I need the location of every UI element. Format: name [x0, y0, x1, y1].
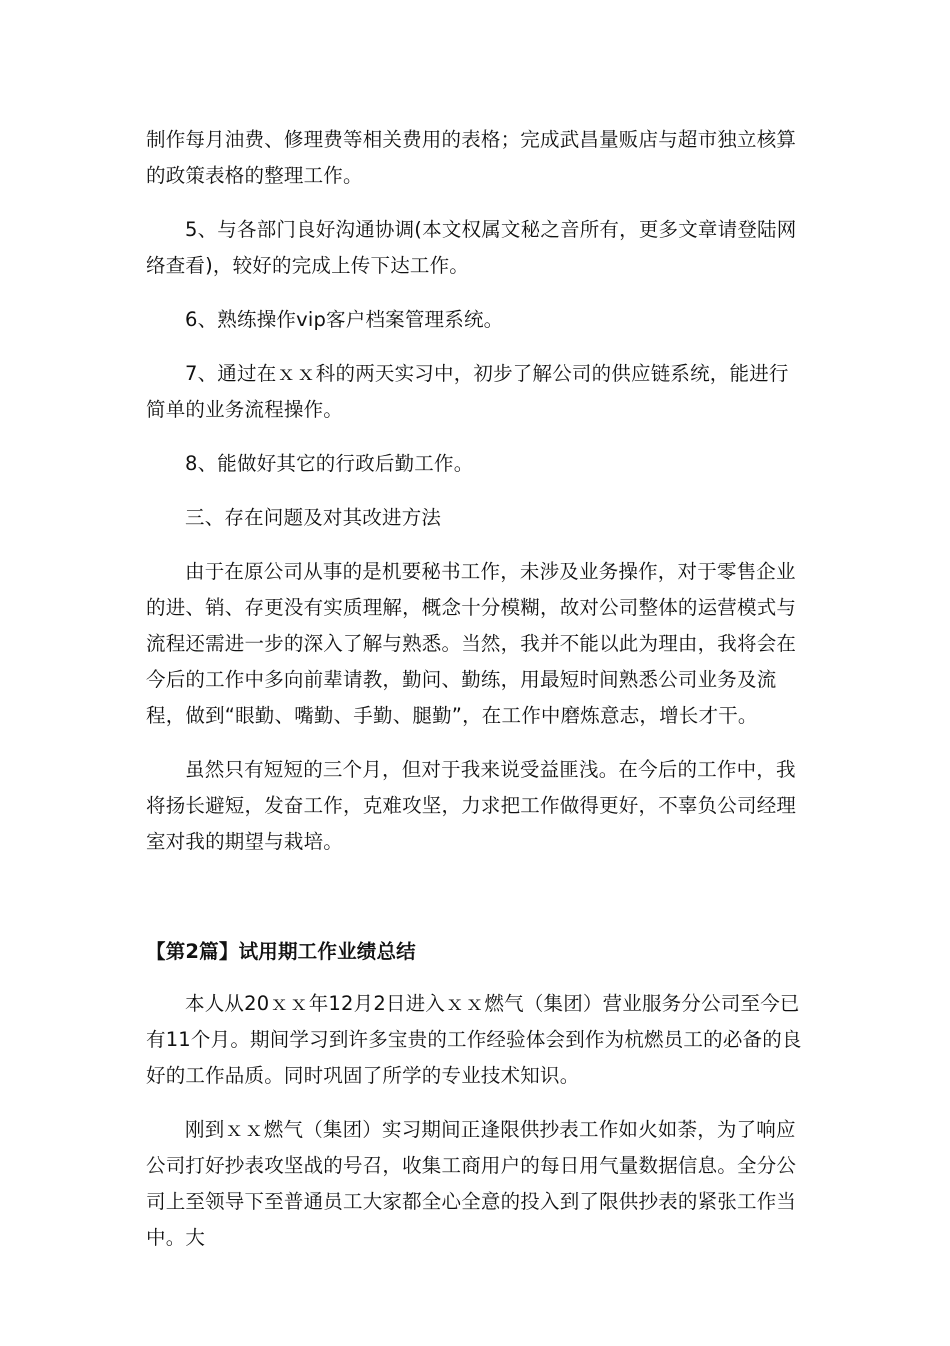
paragraph-conclusion: 虽然只有短短的三个月，但对于我来说受益匪浅。在今后的工作中，我将扬长避短，发奋工作，克难攻坚，力求把工作做得更好，不辜负公司经理室对我的期望与栽培。	[146, 758, 797, 853]
paragraph-item-7: 7、通过在ｘｘ科的两天实习中，初步了解公司的供应链系统，能进行简单的业务流程操作。	[146, 362, 789, 421]
paragraph-section2-intro: 本人从20ｘｘ年12月2日进入ｘｘ燃气（集团）营业服务分公司至今已有11个月。期间学习到许多宝贵的工作经验体会到作为杭燃员工的必备的良好的工作品质。同时巩固了所学的专业技术知识。	[146, 992, 802, 1087]
paragraph-section-three-heading: 三、存在问题及对其改进方法	[185, 506, 442, 529]
paragraph-item-6: 6、熟练操作vip客户档案管理系统。	[185, 308, 504, 331]
paragraph-section2-meter-reading: 刚到ｘｘ燃气（集团）实习期间正逢限供抄表工作如火如荼，为了响应公司打好抄表攻坚战的号召，收集工商用户的每日用气量数据信息。全分公司上至领导下至普通员工大家都全心全意的投入到了限供抄表的紧张工作当中。大	[146, 1118, 797, 1249]
paragraph-fee-tables: 制作每月油费、修理费等相关费用的表格；完成武昌量贩店与超市独立核算的政策表格的整理工作。	[146, 128, 797, 187]
paragraph-problems: 由于在原公司从事的是机要秘书工作，未涉及业务操作，对于零售企业的进、销、存更没有实质理解，概念十分模糊，故对公司整体的运营模式与流程还需进一步的深入了解与熟悉。当然，我并不能以此为理由，我将会在今后的工作中多向前辈请教，勤问、勤练，用最短时间熟悉公司业务及流程，做到“眼勤、嘴勤、手勤、腿勤”，在工作中磨炼意志，增长才干。	[146, 560, 797, 727]
paragraph-item-8: 8、能做好其它的行政后勤工作。	[185, 452, 474, 475]
section-2-heading: 【第2篇】试用期工作业绩总结	[146, 940, 416, 963]
paragraph-item-5: 5、与各部门良好沟通协调(本文权属文秘之音所有，更多文章请登陆网络查看)，较好的完成上传下达工作。	[146, 218, 797, 277]
